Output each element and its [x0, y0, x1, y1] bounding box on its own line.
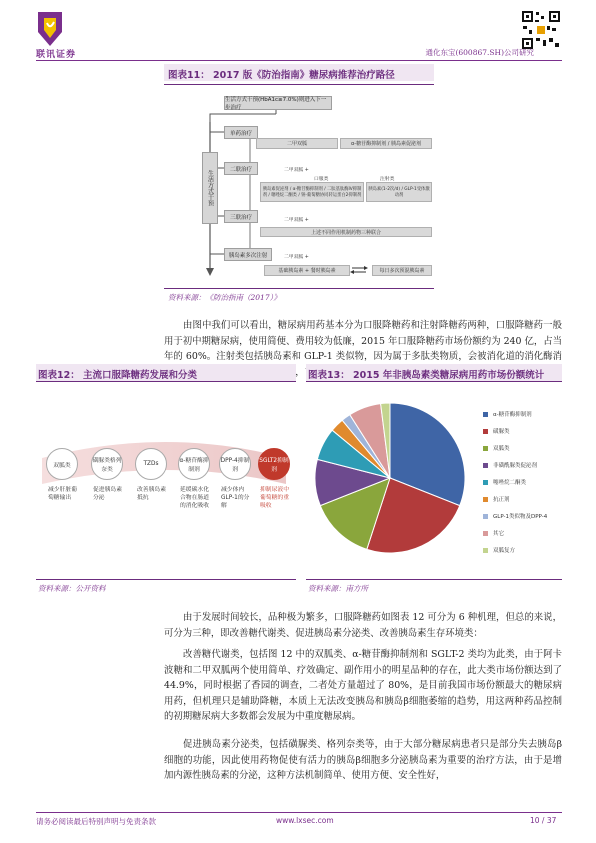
figure-13-source: 资料来源：南方所 [308, 584, 368, 593]
figure-12-title: 图表12： 主流口服降糖药发展和分类 [38, 370, 198, 381]
figure-11-source: 资料来源：《防治指南（2017）》 [168, 293, 281, 302]
step4-head: 二甲双胍 + [284, 255, 309, 260]
desc-agi: 延缓碳水化合物在肠道的消化吸收 [180, 487, 209, 509]
legend-label: α-糖苷酶抑制剂 [493, 412, 532, 418]
legend-item [483, 427, 510, 435]
legend-label: 非磺酰脲类促泌剂 [493, 463, 538, 469]
qr-code-icon [521, 10, 561, 50]
drug-class-agi: α-糖苷酶抑制剂 [178, 448, 210, 480]
step1-option-a: 二甲双胍 [256, 138, 338, 149]
figure-11-title: 图表11： 2017 版《防治指南》糖尿病推荐治疗路径 [168, 70, 395, 81]
legend-swatch [483, 548, 488, 553]
figure-11-title-rule [164, 84, 434, 85]
drug-class-sulfonylurea: 磺脲类格列奈类 [91, 448, 123, 480]
figure-13-bottom-rule [306, 579, 562, 580]
legend-label: 磺脲类 [493, 429, 510, 435]
legend-label: 双胍类 [493, 446, 510, 452]
footer-disclaimer: 请务必阅读最后特别声明与免责条款 [36, 817, 156, 826]
legend-item [483, 529, 504, 537]
paragraph-2: 由于发展时间较长，品种极为繁多，口服降糖药如图表 12 可分为 6 种机理，但总的来说，可分为三种，即改善糖代谢类、促进胰岛素分泌类、改善胰岛素生存环境类： [164, 612, 562, 639]
legend-swatch [483, 446, 488, 451]
legend-item [483, 512, 547, 520]
desc-dpp4: 减少体内GLP-1的分解 [221, 487, 250, 509]
step-triple-therapy: 三联治疗 [224, 210, 258, 223]
desc-tzd: 改善胰岛素抵抗 [137, 487, 166, 501]
legend-swatch [483, 497, 488, 502]
report-subject: 通化东宝(600867.SH)公司研究 [425, 48, 534, 57]
legend-label: 双胍复方 [493, 548, 516, 554]
step1-option-b: α-糖苷酶抑制剂 / 胰岛素促泌剂 [340, 138, 432, 149]
header-divider [36, 60, 562, 61]
legend-item [483, 546, 515, 554]
step2-col-oral: 口服类 [314, 177, 329, 182]
desc-biguanide: 减少肝脏葡萄糖输出 [48, 487, 77, 501]
step3-head: 二甲双胍 + [284, 218, 309, 223]
legend-label: GLP-1类似物及DPP-4 [493, 514, 548, 520]
footer-divider [36, 812, 562, 813]
figure-13-title: 图表13： 2015 年非胰岛素类糖尿病用药市场份额统计 [308, 370, 545, 381]
figure-12-title-rule [36, 381, 296, 382]
figure-11-bottom-rule [164, 288, 434, 289]
step-mono-therapy: 单药治疗 [224, 126, 258, 139]
legend-item [483, 478, 526, 486]
step3-option: 上述不同作用机制药物三种联合 [260, 227, 432, 237]
flow-top-box: 生活方式干预(HbA1c≥7.0%)则进入下一步治疗 [224, 96, 332, 110]
step2-col-injection: 注射类 [380, 177, 395, 182]
drug-class-sglt2: SGLT2抑制剂 [258, 448, 290, 480]
step2-option-injection: 胰岛素(1-2次/d) / GLP-1受体激动剂 [366, 182, 432, 202]
desc-sglt2: 抑制尿液中葡萄糖的重吸收 [260, 487, 289, 509]
legend-item [483, 495, 510, 503]
legend-swatch [483, 531, 488, 536]
market-share-chart [306, 386, 562, 576]
legend-label: 其它 [493, 531, 505, 537]
figure-12-source: 资料来源：公开资料 [38, 584, 106, 593]
legend-swatch [483, 514, 488, 519]
figure-13-title-rule [306, 381, 562, 382]
figure-12-bottom-rule [36, 579, 296, 580]
page-number: 10 / 37 [530, 816, 557, 825]
legend-label: 噻唑烷二酮类 [493, 480, 527, 486]
legend-item [483, 444, 510, 452]
logo-text: 联讯证券 [36, 50, 77, 60]
step4-option-a: 基础胰岛素 + 餐时胰岛素 [264, 265, 350, 276]
step-dual-therapy: 二联治疗 [224, 162, 258, 175]
legend-item [483, 410, 532, 418]
legend-swatch [483, 463, 488, 468]
desc-sulfonylurea: 促进胰岛素分泌 [93, 487, 122, 501]
legend-swatch [483, 412, 488, 417]
legend-item [483, 461, 537, 469]
legend-swatch [483, 480, 488, 485]
paragraph-4: 促进胰岛素分泌类，包括磺脲类、格列奈类等，由于大部分糖尿病患者只是部分失去胰岛β细胞的功能，因此使用药物促使有活力的胰岛β细胞多分泌胰岛素为重要的治疗方法，由于是增加内源性胰岛素的分泌，这种方法机制简单、使用方便、安全性好， [164, 739, 562, 782]
drug-class-tzd: TZDs [135, 448, 167, 480]
pie-legend [483, 410, 563, 560]
oral-drug-diagram [36, 386, 296, 576]
step-multi-injection: 胰岛素多次注射 [224, 248, 272, 261]
paragraph-3: 改善糖代谢类，包括图 12 中的双胍类、α-糖苷酶抑制剂和 SGLT-2 类均为此类，由于阿卡波糖和二甲双胍两个使用简单、疗效确定、副作用小的明星品种的存在，此大类市场份额达到了 44.9%，同时根据了香园的调查，二者处方量超过了 80%，是目前我国市场份额最大的糖尿病用药，但机理只是辅助降糖，本质上无法改变胰岛和胰岛β细胞萎缩的趋势，用这两种药品控制的初期糖尿病大多数都会发展为中重度糖尿病。 [164, 649, 562, 723]
legend-swatch [483, 429, 488, 434]
paragraph-1: 由图中我们可以看出，糖尿病用药基本分为口服降糖药和注射降糖药两种，口服降糖药一般用于初中期糖尿病，使用简便、费用较为低廉，2015 年口服降糖药市场份额约为 240 亿，占当年的 60%。注射类包括胰岛素和 GLP-1 类似物，因为属于多肽类物质，会被消化道的消化酶消 方式，市场主 [164, 320, 562, 378]
drug-class-dpp4: DPP-4抑制剂 [219, 448, 251, 480]
step2-head: 二甲双胍 + [284, 168, 309, 173]
drug-class-biguanide: 双胍类 [46, 448, 78, 480]
legend-label: 抗正剂 [493, 497, 510, 503]
pie-chart [306, 386, 476, 576]
step2-option-oral: 胰岛素促泌剂 / α-糖苷酶抑制剂 / 二肽基肽酶IV抑制剂 / 噻唑烷二酮类 / 钠-葡萄糖协同转运蛋白2抑制剂 [260, 182, 364, 202]
step4-option-b: 每日多次预混胰岛素 [372, 265, 432, 276]
treatment-flowchart [164, 88, 434, 284]
footer-website: www.lxsec.com [276, 816, 334, 825]
lifestyle-label: 生活方式干预 [202, 152, 218, 224]
